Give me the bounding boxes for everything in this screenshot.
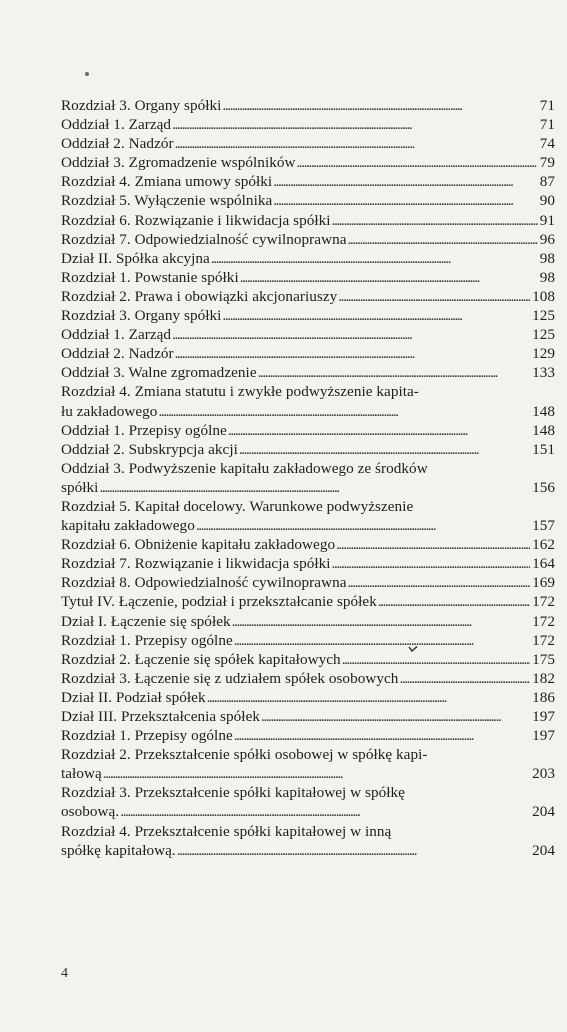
- dot-leader: [342, 650, 530, 669]
- toc-entry: [61, 230, 555, 249]
- dot-leader: [222, 96, 537, 115]
- toc-entry-line: [61, 287, 555, 306]
- toc-entry-title: Rozdział 1. Przepisy ogólne: [61, 631, 233, 649]
- toc-entry: [61, 669, 555, 688]
- toc-entry-title: Rozdział 7. Rozwiązanie i likwidacja spółki: [61, 555, 331, 573]
- dot-leader: [222, 306, 530, 325]
- toc-entry-line: [61, 249, 555, 268]
- dot-leader: [158, 402, 530, 421]
- toc-entry: [61, 822, 555, 860]
- toc-entry-page-number: 90: [539, 192, 555, 210]
- toc-entry-page-number: 172: [532, 631, 555, 649]
- toc-entry-page-number: 203: [532, 765, 555, 783]
- toc-entry-title: Rozdział 3. Organy spółki: [61, 97, 222, 114]
- toc-entry-title: Dział III. Przekształcenia spółek: [61, 708, 260, 725]
- toc-entry-page-number: 71: [539, 97, 555, 114]
- dot-leader: [211, 249, 538, 268]
- toc-entry: [61, 421, 555, 440]
- toc-entry: [61, 325, 555, 344]
- toc-entry-page-number: 71: [539, 116, 555, 134]
- toc-entry-title: osobową.: [61, 803, 120, 821]
- toc-entry-title: kapitału zakładowego: [61, 517, 195, 535]
- toc-entry: [61, 631, 555, 650]
- toc-entry-title: Rozdział 2. Łączenie się spółek kapitałowych: [61, 650, 341, 668]
- toc-entry: [61, 172, 555, 191]
- toc-entry-page-number: 156: [532, 478, 555, 496]
- toc-entry-page-number: 182: [532, 669, 555, 687]
- dot-leader: [258, 363, 530, 382]
- dot-leader: [196, 516, 530, 535]
- dot-leader: [297, 153, 538, 172]
- dot-leader: [234, 631, 530, 650]
- toc-entry-page-number: 169: [532, 574, 555, 592]
- toc-entry-title: Rozdział 6. Rozwiązanie i likwidacja spółki: [61, 211, 331, 229]
- toc-entry-line: [61, 802, 555, 821]
- toc-entry-line: [61, 707, 555, 726]
- dot-leader: [332, 554, 531, 573]
- toc-entry-line: [61, 573, 555, 592]
- toc-entry-page-number: 74: [539, 135, 555, 153]
- toc-entry-line: [61, 535, 555, 554]
- toc-entry-line: [61, 268, 555, 287]
- toc-entry-page-number: 98: [539, 249, 555, 267]
- toc-entry: [61, 96, 555, 115]
- toc-entry-line: [61, 764, 555, 783]
- toc-entry-line: [61, 554, 555, 573]
- toc-entry-page-number: 197: [532, 727, 555, 745]
- dot-leader: [240, 268, 538, 287]
- toc-entry-line: [61, 650, 555, 669]
- toc-entry-page-number: 91: [539, 211, 555, 229]
- toc-entry-line: [61, 631, 555, 650]
- toc-entry: [61, 554, 555, 573]
- dot-leader: [336, 535, 530, 554]
- toc-entry-line: [61, 325, 555, 344]
- toc-entry-title: Rozdział 7. Odpowiedzialność cywilnoprawna: [61, 230, 347, 248]
- toc-entry-page-number: 98: [539, 268, 555, 286]
- toc-entry-page-number: 172: [532, 612, 555, 630]
- toc-entry-line: [61, 726, 555, 745]
- dot-leader: [273, 191, 537, 210]
- dot-leader: [348, 573, 531, 592]
- toc-entry-title: Oddział 2. Subskrypcja akcji: [61, 440, 238, 458]
- toc-entry-title: spółki: [61, 478, 99, 496]
- toc-entry-page-number: 96: [539, 230, 555, 248]
- dot-leader: [232, 612, 530, 631]
- toc-entry: [61, 115, 555, 134]
- toc-entry: [61, 573, 555, 592]
- toc-entry-line: [61, 115, 555, 134]
- toc-entry-title: Rozdział 4. Zmiana umowy spółki: [61, 173, 273, 191]
- toc-entry-title-first-line: Oddział 3. Podwyższenie kapitału zakładowego ze środków: [61, 459, 428, 477]
- toc-entry: [61, 726, 555, 745]
- dot-leader: [175, 344, 530, 363]
- toc-entry-title: Oddział 3. Walne zgromadzenie: [61, 364, 257, 382]
- toc-entry-line: [61, 402, 555, 421]
- toc-entry: [61, 191, 555, 210]
- toc-entry: [61, 440, 555, 459]
- toc-entry-line: [61, 363, 555, 382]
- toc-entry-line: [61, 592, 555, 611]
- toc-entry-line: [61, 172, 555, 191]
- toc-entry: [61, 211, 555, 230]
- toc-entry-line: [61, 516, 555, 535]
- toc-entry-page-number: 204: [532, 803, 555, 821]
- toc-entry-line: [61, 344, 555, 363]
- toc-entry: [61, 134, 555, 153]
- toc-entry-page-number: 133: [532, 364, 555, 382]
- toc-entry-page-number: 108: [532, 287, 555, 305]
- toc-entry: [61, 688, 555, 707]
- toc-entry: [61, 592, 555, 611]
- toc-entry-title: spółkę kapitałową.: [61, 841, 176, 859]
- toc-entry-line: [61, 478, 555, 497]
- toc-entry-title: Rozdział 2. Prawa i obowiązki akcjonariuszy: [61, 287, 338, 305]
- toc-entry-title: Oddział 2. Nadzór: [61, 345, 174, 363]
- toc-entry-title: Oddział 2. Nadzór: [61, 135, 174, 153]
- table-of-contents: [61, 96, 555, 860]
- toc-entry: [61, 745, 555, 783]
- toc-entry-line: [61, 841, 555, 860]
- toc-entry: [61, 344, 555, 363]
- toc-entry-line: [61, 211, 555, 230]
- toc-entry: [61, 287, 555, 306]
- toc-entry-title: Rozdział 5. Wyłączenie wspólnika: [61, 192, 273, 210]
- dot-leader: [103, 764, 530, 783]
- toc-entry-title: Rozdział 1. Przepisy ogólne: [61, 727, 233, 745]
- dot-leader: [338, 287, 530, 306]
- toc-entry: [61, 650, 555, 669]
- dot-leader: [120, 802, 530, 821]
- toc-entry: [61, 497, 555, 535]
- toc-entry-title: łu zakładowego: [61, 402, 158, 420]
- dot-leader: [261, 707, 530, 726]
- toc-entry-page-number: 175: [532, 650, 555, 668]
- toc-entry-page-number: 87: [539, 173, 555, 191]
- toc-entry-line: [61, 440, 555, 459]
- dot-leader: [348, 230, 538, 249]
- toc-entry-page-number: 197: [532, 708, 555, 725]
- toc-entry-title: Rozdział 1. Powstanie spółki: [61, 268, 239, 286]
- toc-entry: [61, 382, 555, 420]
- toc-entry-title: Rozdział 3. Organy spółki: [61, 307, 222, 325]
- toc-entry-line: [61, 96, 555, 115]
- toc-entry-title: Oddział 1. Przepisy ogólne: [61, 421, 227, 439]
- toc-entry-title: Rozdział 3. Łączenie się z udziałem spółek osobowych: [61, 669, 399, 687]
- toc-entry-line: [61, 134, 555, 153]
- toc-entry-title: Oddział 3. Zgromadzenie wspólników: [61, 154, 296, 172]
- toc-entry-page-number: 186: [532, 688, 555, 706]
- dot-leader: [234, 726, 530, 745]
- toc-entry-page-number: 151: [532, 440, 555, 458]
- toc-entry-line: [61, 688, 555, 707]
- toc-entry-title-first-line: Rozdział 5. Kapitał docelowy. Warunkowe podwyższenie: [61, 497, 414, 515]
- toc-entry: [61, 153, 555, 172]
- toc-entry: [61, 459, 555, 497]
- dot-leader: [172, 325, 530, 344]
- toc-entry-title: Tytuł IV. Łączenie, podział i przekształcanie spółek: [61, 593, 377, 611]
- dot-leader: [175, 134, 538, 153]
- toc-entry-page-number: 148: [532, 421, 555, 439]
- toc-entry-page-number: 125: [532, 326, 555, 344]
- toc-entry-title: Rozdział 8. Odpowiedzialność cywilnoprawna: [61, 574, 347, 592]
- toc-entry: [61, 707, 555, 726]
- toc-entry-page-number: 79: [539, 154, 555, 172]
- dot-leader: [207, 688, 530, 707]
- toc-entry: [61, 249, 555, 268]
- toc-entry-line: [61, 612, 555, 631]
- toc-entry-title: Rozdział 6. Obniżenie kapitału zakładowego: [61, 536, 336, 554]
- toc-entry: [61, 535, 555, 554]
- toc-entry: [61, 783, 555, 821]
- toc-entry-page-number: 125: [532, 307, 555, 325]
- toc-entry: [61, 268, 555, 287]
- toc-entry-page-number: 162: [532, 536, 555, 554]
- dot-leader: [399, 669, 530, 688]
- dot-leader: [177, 841, 530, 860]
- toc-entry: [61, 363, 555, 382]
- toc-entry-title-first-line: Rozdział 4. Przekształcenie spółki kapitałowej w inną: [61, 822, 392, 840]
- toc-entry-page-number: 157: [532, 517, 555, 535]
- toc-entry: [61, 306, 555, 325]
- toc-entry-page-number: 164: [532, 555, 555, 573]
- toc-entry-title-first-line: Rozdział 2. Przekształcenie spółki osobowej w spółkę kapi-: [61, 746, 428, 764]
- toc-entry-title: Dział II. Spółka akcyjna: [61, 249, 210, 267]
- toc-entry-title: tałową: [61, 765, 102, 783]
- toc-entry-title: Oddział 1. Zarząd: [61, 116, 172, 134]
- dot-leader: [228, 421, 530, 440]
- toc-entry-title: Dział II. Podział spółek: [61, 688, 206, 706]
- dot-leader: [273, 172, 538, 191]
- toc-entry-title: Oddział 1. Zarząd: [61, 326, 172, 344]
- toc-entry-page-number: 148: [532, 402, 555, 420]
- dot-leader: [378, 592, 530, 611]
- toc-entry-title-first-line: Rozdział 3. Przekształcenie spółki kapitałowej w spółkę: [61, 784, 405, 802]
- toc-entry-line: [61, 306, 555, 325]
- pen-tick-mark: [408, 646, 418, 652]
- toc-entry-line: [61, 421, 555, 440]
- dot-leader: [239, 440, 530, 459]
- toc-entry-title: Dział I. Łączenie się spółek: [61, 612, 231, 630]
- page-number: 4: [61, 966, 68, 981]
- dot-leader: [172, 115, 538, 134]
- toc-entry: [61, 612, 555, 631]
- toc-entry-line: [61, 191, 555, 210]
- toc-entry-page-number: 204: [532, 841, 555, 859]
- toc-entry-page-number: 172: [532, 593, 555, 611]
- toc-entry-line: [61, 669, 555, 688]
- toc-entry-line: [61, 230, 555, 249]
- toc-entry-line: [61, 153, 555, 172]
- ink-speck: [85, 72, 89, 76]
- toc-entry-page-number: 129: [532, 345, 555, 363]
- toc-entry-title-first-line: Rozdział 4. Zmiana statutu i zwykłe podwyższenie kapita-: [61, 383, 419, 401]
- dot-leader: [99, 478, 530, 497]
- dot-leader: [332, 211, 538, 230]
